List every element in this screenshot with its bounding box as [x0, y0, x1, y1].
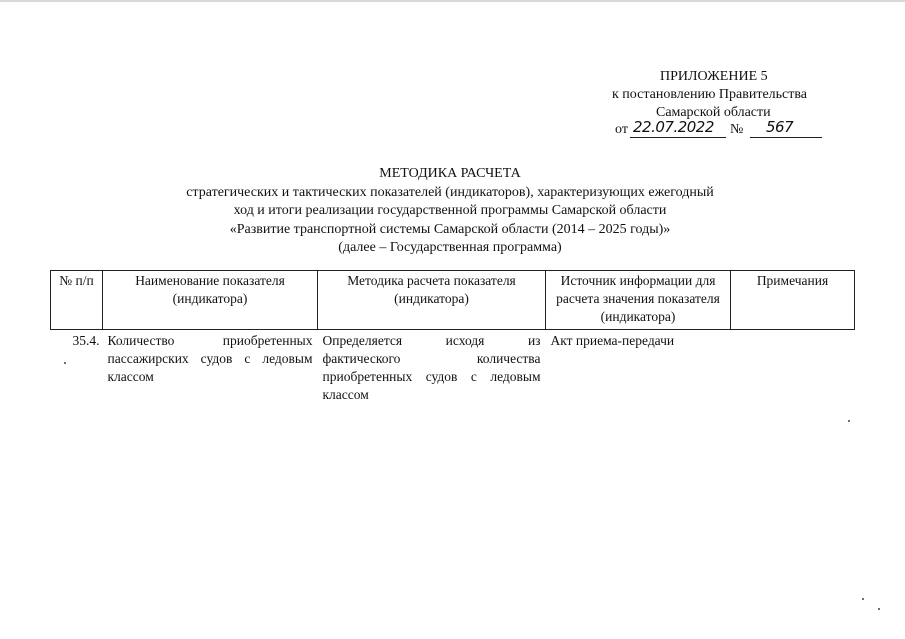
document-subtitle-line-1: стратегических и тактических показателей (индикаторов), характеризующих ежегодный — [186, 184, 714, 200]
date-underline — [630, 137, 726, 138]
document-title-block — [120, 165, 780, 258]
appendix-line-resolution: к постановлению Правительства — [612, 87, 808, 102]
indicators-table — [50, 270, 855, 406]
page-top-border — [0, 0, 905, 2]
cell-indicator-name: Количество приобретенных пассажирских судов с ледовым классом — [107, 333, 313, 384]
header-calculation-method: Методика расчета показателя (индикатора) — [318, 271, 546, 330]
scan-speck — [862, 598, 864, 600]
header-indicator-name: Наименование показателя (индикатора) — [103, 271, 318, 330]
cell-information-source: Акт приема-передачи — [550, 333, 675, 348]
document-subtitle-line-2: ход и итоги реализации государственной программы Самарской области — [233, 203, 667, 218]
appendix-number-handwritten: 567 — [766, 118, 794, 136]
header-notes: Примечания — [731, 271, 855, 330]
table-header-row — [51, 271, 855, 330]
number-underline — [750, 137, 822, 138]
cell-calculation-method: Определяется исходя из фактического количества приобретенных судов с ледовым классом — [322, 333, 541, 402]
scan-speck — [878, 608, 880, 610]
cell-notes — [731, 330, 855, 407]
scan-speck — [848, 420, 850, 422]
header-number: № п/п — [51, 271, 103, 330]
header-information-source: Источник информации для расчета значения показателя (индикатора) — [546, 271, 731, 330]
appendix-date-handwritten: 22.07.2022 — [633, 118, 714, 136]
cell-number: 35.4. — [72, 333, 100, 348]
appendix-date-prefix: от — [615, 122, 628, 137]
table-row — [51, 330, 855, 407]
document-subtitle-line-4: (далее – Государственная программа) — [338, 240, 562, 255]
appendix-title: ПРИЛОЖЕНИЕ 5 — [660, 69, 768, 84]
appendix-number-prefix: № — [730, 122, 744, 137]
appendix-line-region: Самарской области — [656, 105, 771, 120]
document-title: МЕТОДИКА РАСЧЕТА — [379, 166, 521, 181]
document-subtitle-line-3: «Развитие транспортной системы Самарской области (2014 – 2025 годы)» — [229, 221, 671, 237]
scan-speck — [64, 362, 66, 364]
